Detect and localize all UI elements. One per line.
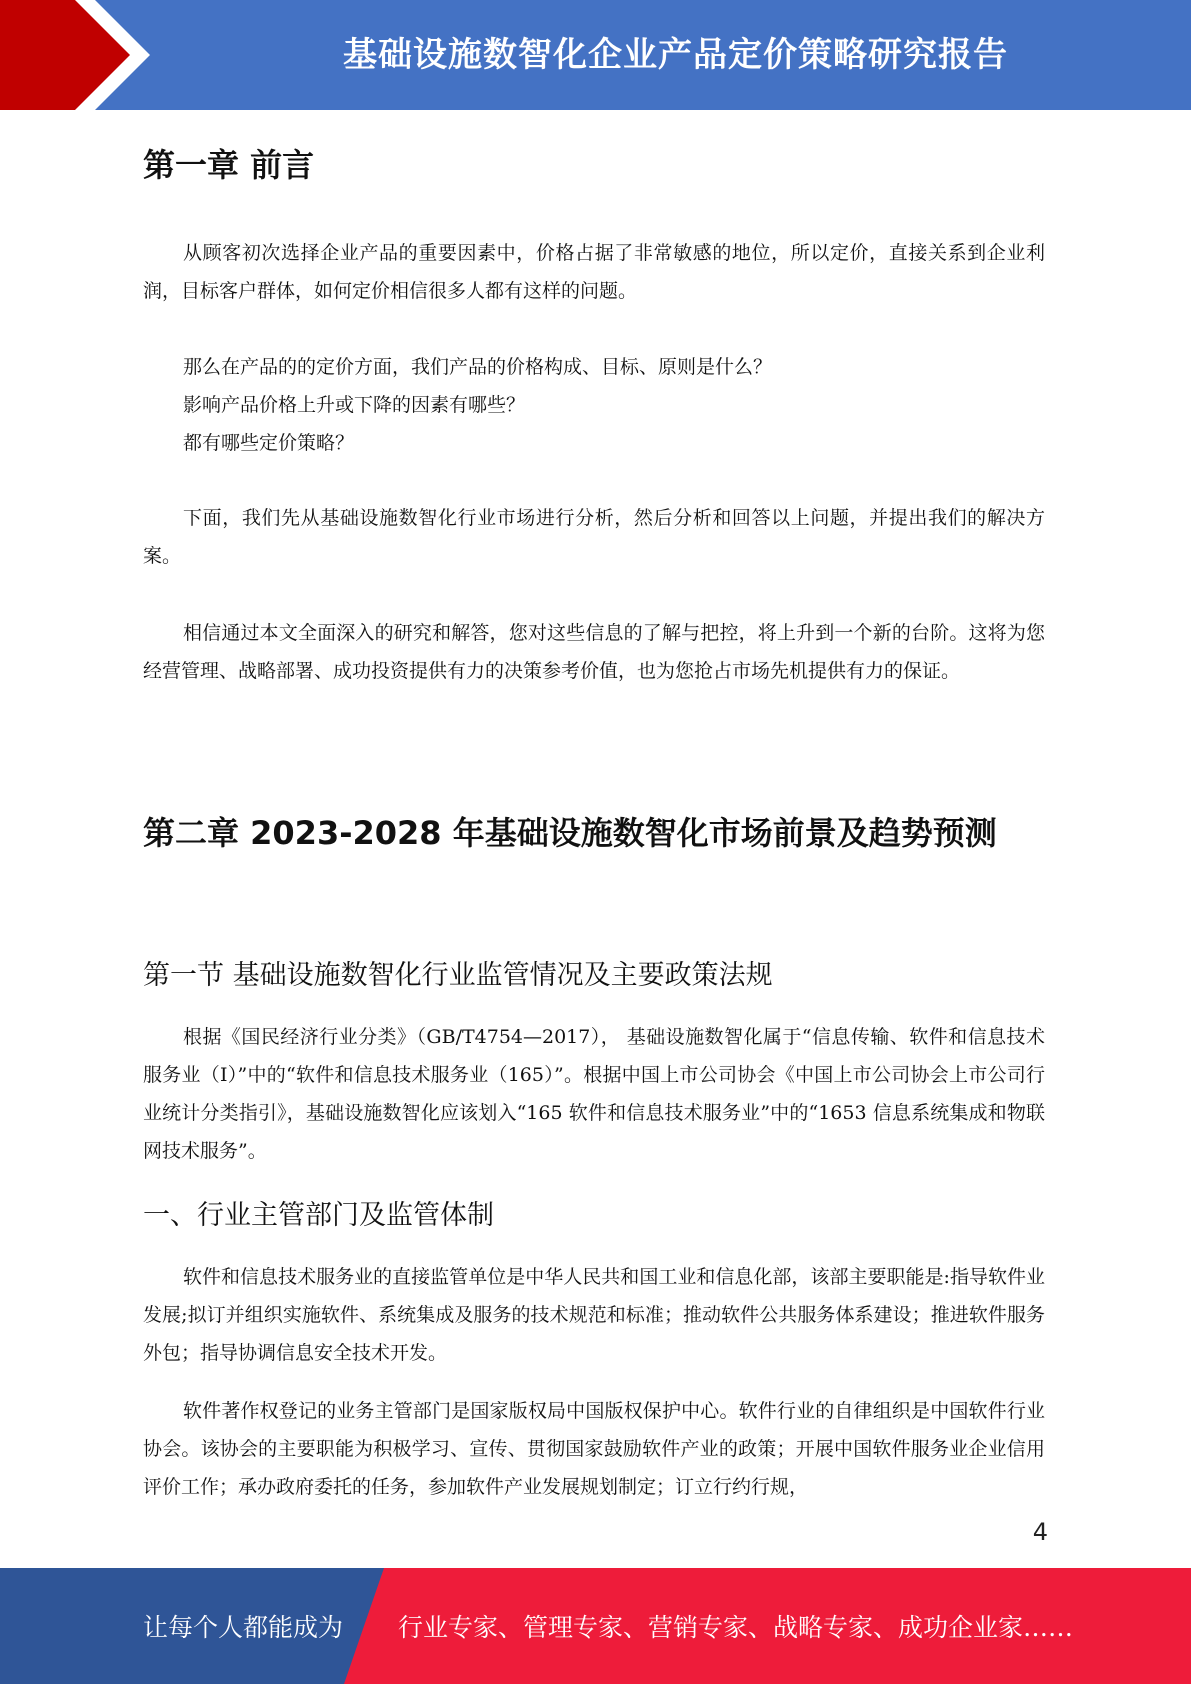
page-footer: [0, 1568, 1191, 1684]
footer-slogan-left: 让每个人都能成为: [143, 1613, 344, 1642]
chapter1-paragraph-3: 相信通过本文全面深入的研究和解答，您对这些信息的了解与把控，将上升到一个新的台阶。这将为您经营管理、战略部署、成功投资提供有力的决策参考价值，也为您抢占市场先机提供有力的保证。: [143, 622, 1045, 682]
chapter1-question-1: 那么在产品的的定价方面，我们产品的价格构成、目标、原则是什么？: [183, 356, 773, 378]
subsection1-paragraph-1: 软件和信息技术服务业的直接监管单位是中华人民共和国工业和信息化部，该部主要职能是:指导软件业发展;拟订并组织实施软件、系统集成及服务的技术规范和标准；推动软件公共服务体系建设；推进软件服务外包；指导协调信息安全技术开发。: [143, 1266, 1045, 1364]
section1-paragraph-1: 根据《国民经济行业分类》（GB/T4754—2017）， 基础设施数智化属于“信息传输、软件和信息技术服务业（I）”中的“软件和信息技术服务业（165）”。根据中国上市公司协会《中国上市公司协会上市公司行业统计分类指引》，基础设施数智化应该划入“165 软件和信息技术服务业”中的“1653 信息系统集成和物联网技术服务”。: [143, 1026, 1045, 1162]
footer-slogan-right: 行业专家、管理专家、营销专家、战略专家、成功企业家……: [398, 1613, 1074, 1642]
chapter2-heading: 第二章 2023-2028 年基础设施数智化市场前景及趋势预测: [143, 814, 997, 852]
subsection1-paragraph-2: 软件著作权登记的业务主管部门是国家版权局中国版权保护中心。软件行业的自律组织是中国软件行业协会。该协会的主要职能为积极学习、宣传、贯彻国家鼓励软件产业的政策；开展中国软件服务业企业信用评价工作；承办政府委托的任务，参加软件产业发展规划制定；订立行约行规，: [143, 1400, 1045, 1498]
report-title: 基础设施数智化企业产品定价策略研究报告: [343, 35, 1008, 75]
page-number: 4: [1032, 1518, 1048, 1546]
chapter1-paragraph-2: 下面，我们先从基础设施数智化行业市场进行分析，然后分析和回答以上问题，并提出我们的解决方案。: [143, 507, 1045, 567]
section1-heading: 第一节 基础设施数智化行业监管情况及主要政策法规: [143, 960, 773, 991]
chapter1-paragraph-1: 从顾客初次选择企业产品的重要因素中，价格占据了非常敏感的地位，所以定价，直接关系到企业利润，目标客户群体，如何定价相信很多人都有这样的问题。: [143, 242, 1045, 302]
page-header: [0, 0, 1191, 110]
chapter1-question-3: 都有哪些定价策略？: [183, 432, 355, 454]
header-red-arrow-icon: [0, 0, 160, 110]
subsection1-heading: 一、行业主管部门及监管体制: [143, 1200, 494, 1231]
chapter1-heading: 第一章 前言: [143, 146, 315, 184]
chapter1-question-2: 影响产品价格上升或下降的因素有哪些？: [183, 394, 526, 416]
